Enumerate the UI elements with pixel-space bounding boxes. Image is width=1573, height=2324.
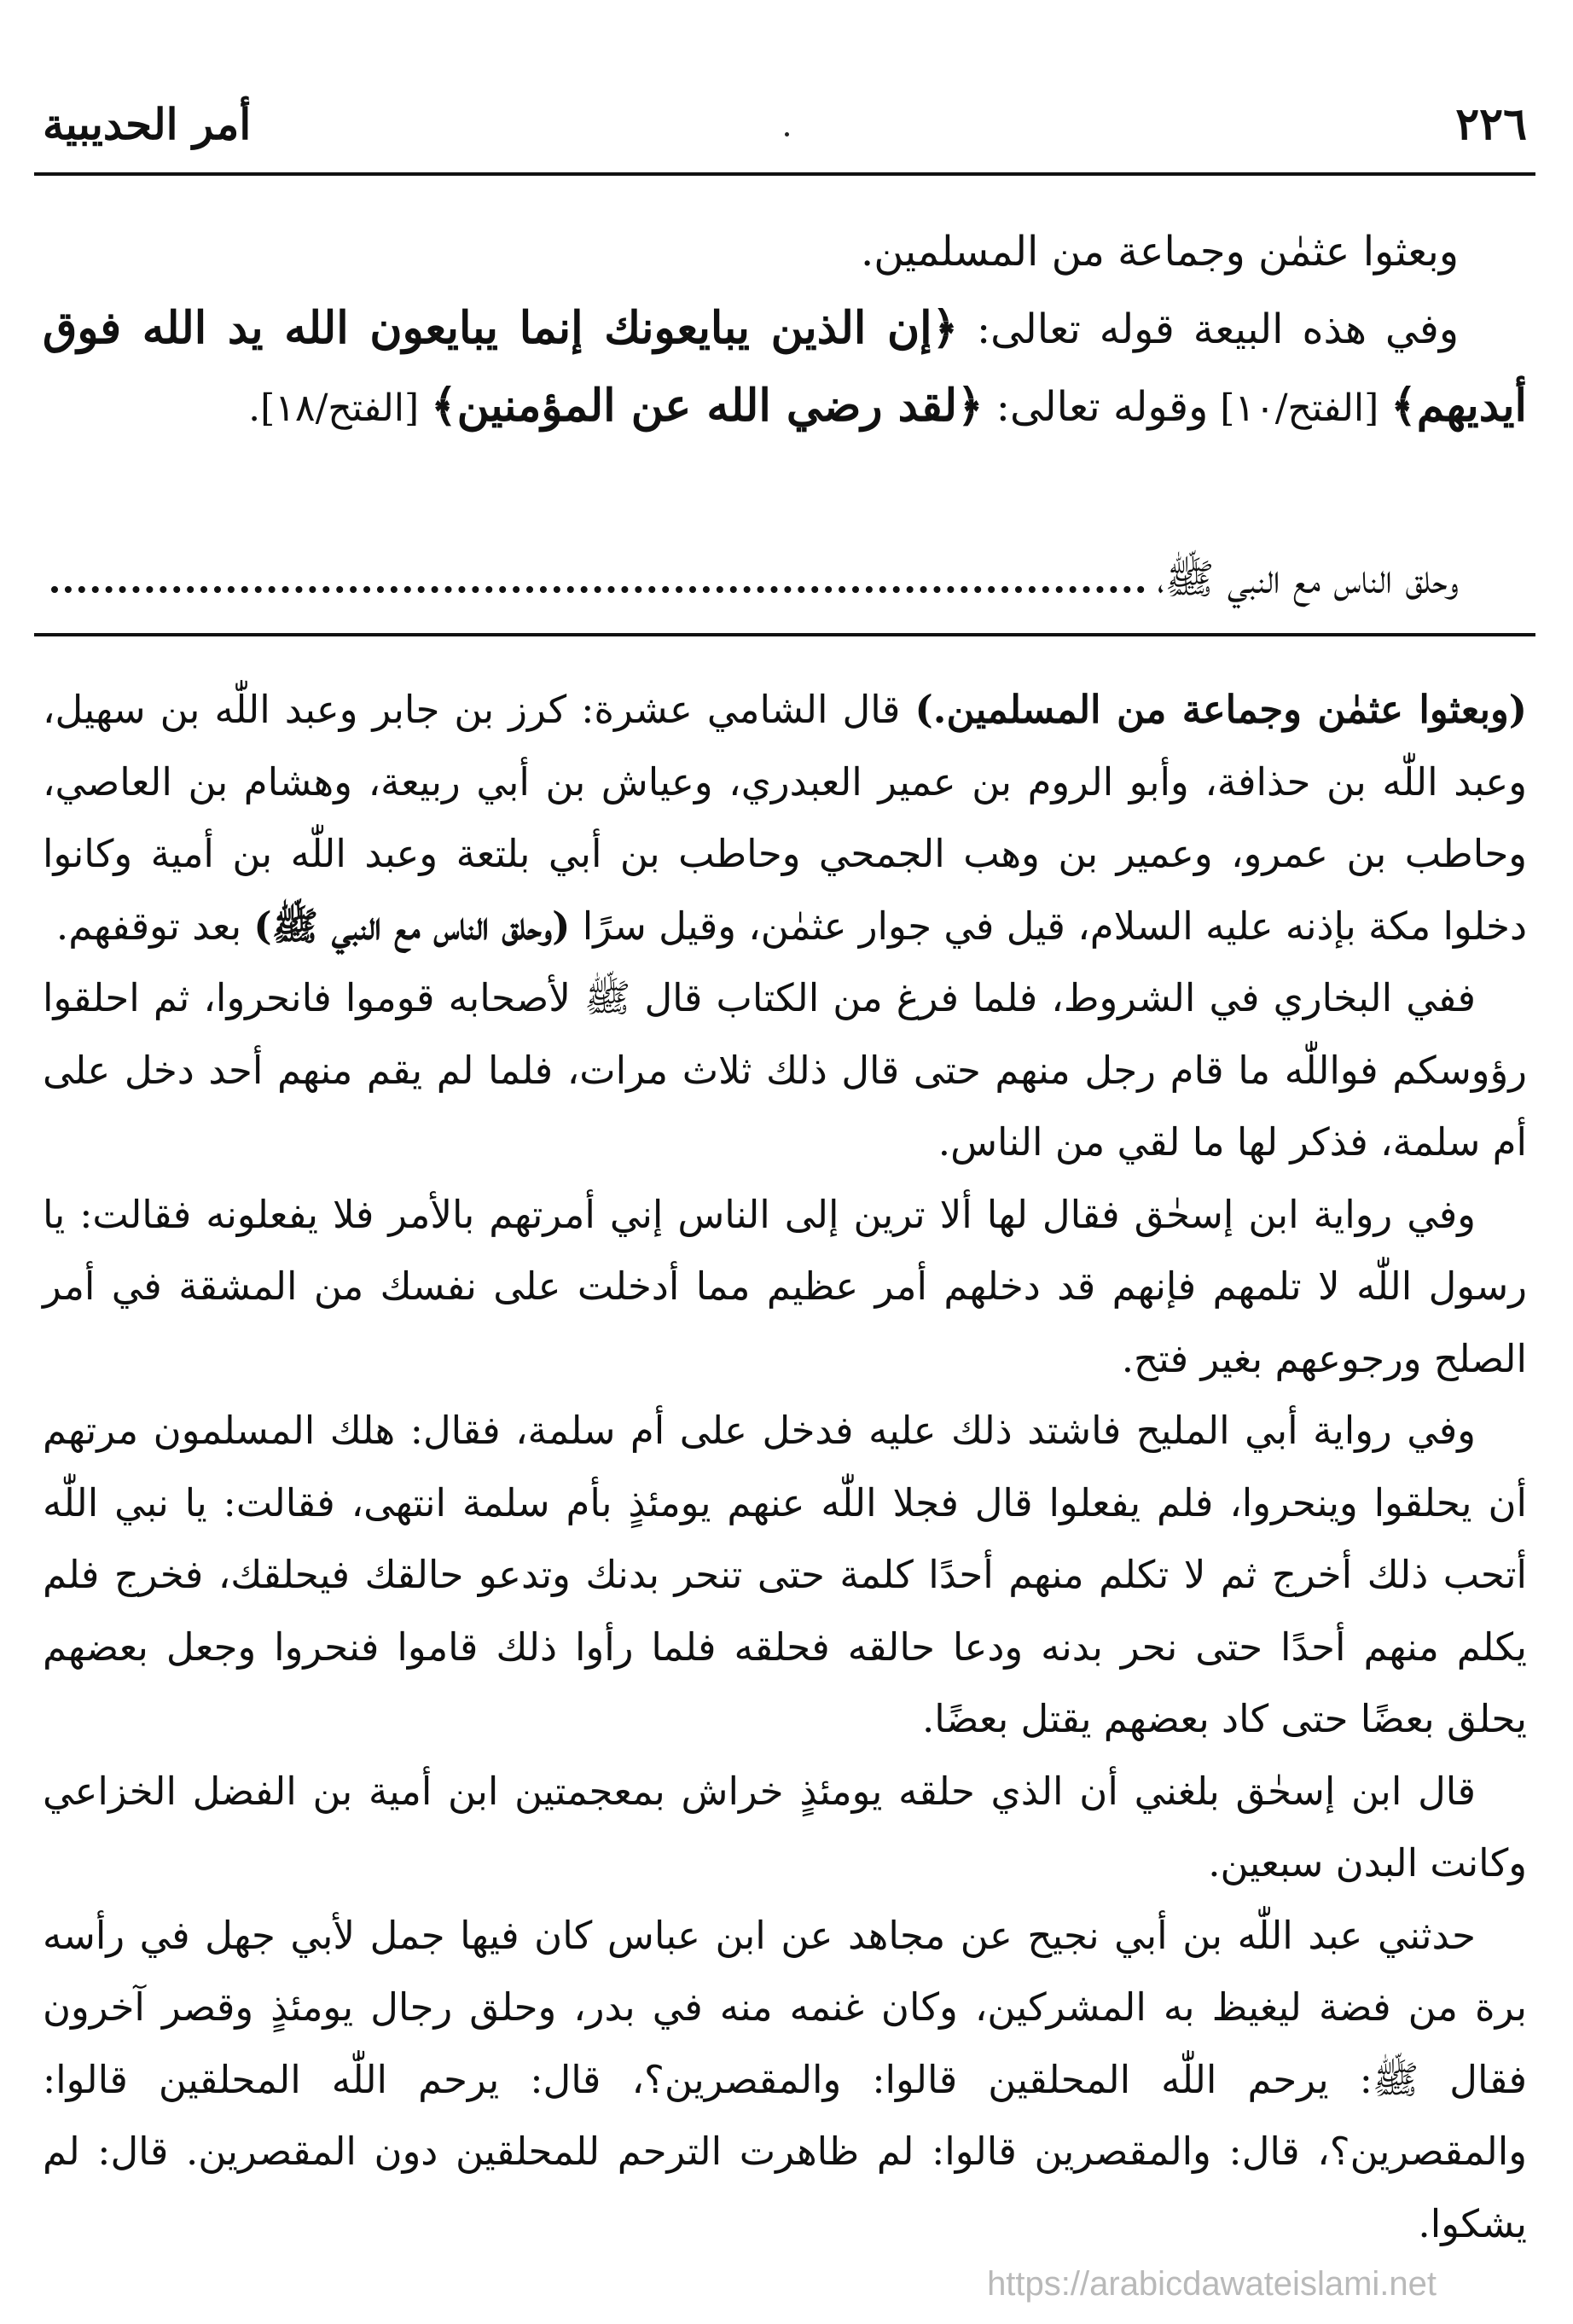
main-paragraph-3 [43,555,1527,613]
header-dot [785,132,789,137]
commentary-text [43,674,1527,2260]
commentary-rule [34,633,1535,636]
commentary-text-2: بعد توقفهم. [55,903,254,949]
main-intro: وفي هذه البيعة قوله تعالى: [958,305,1459,353]
main-mid: وقوله تعالى: [983,383,1209,431]
commentary-paragraph-3: وفي رواية ابن إسحٰق فقال لها ألا ترين إلى الناس إني أمرتهم بالأمر فلا يفعلونه فقالت: يا رسول اللّٰه لا تلمهم فإنهم قد دخلهم أمر عظيم مما أدخلت على نفسك من المشقة في أمر الصلح ورجوعهم بغير فتح. [43,1191,1527,1381]
page-header [34,85,1535,162]
commentary-lemma-1: (وبعثوا عثمٰن وجماعة من المسلمين.) [914,687,1528,732]
main-paragraph-2 [43,290,1527,447]
commentary-lemma-2: (وحلق الناس مع النبي ﷺ) [253,903,571,949]
book-page [34,0,1535,2324]
main-text [43,213,1527,447]
header-rule [34,172,1535,176]
commentary-paragraph-5: قال ابن إسحٰق بلغني أن الذي حلقه يومئذٍ خراش بمعجمتين ابن أمية بن الفضل الخزاعي وكانت البدن سبعين. [43,1768,1527,1885]
main-line-3: وحلق الناس مع النبي ﷺ، [1157,555,1459,603]
commentary-paragraph-4: وفي رواية أبي المليح فاشتد ذلك عليه فدخل على أم سلمة، فقال: هلك المسلمون مرتهم أن يحلقوا وينحروا، فلم يفعلوا قال فجلا اللّٰه عنهم يومئذٍ بأم سلمة انتهى، فقالت: يا نبي اللّٰه أتحب ذلك أخرج ثم لا تكلم منهم أحدًا كلمة حتى تنحر بدنك وتدعو حالقك فيحلقك، فخرج فلم يكلم منهم أحدًا حتى نحر بدنه ودعا حالقه فحلقه فلما رأوا ذلك قاموا فنحروا وجعل بعضهم يحلق بعضًا حتى كاد بعضهم يقتل بعضًا. [43,1408,1527,1741]
commentary-paragraph-2: ففي البخاري في الشروط، فلما فرغ من الكتاب قال ﷺ لأصحابه قوموا فانحروا، ثم احلقوا رؤوسكم فواللّٰه ما قام رجل منهم حتى قال ذلك ثلاث مرات، فلما لم يقم منهم أحد دخل على أم سلمة، فذكر لها ما لقي من الناس. [43,975,1527,1165]
commentary-paragraph-6: حدثني عبد اللّٰه بن أبي نجيح عن مجاهد عن ابن عباس كان فيها جمل لأبي جهل في رأسه برة من فضة ليغيظ به المشركين، وكان غنمه منه في بدر، وحلق رجال يومئذٍ وقصر آخرون فقال ﷺ: يرحم اللّٰه المحلقين قالوا: والمقصرين؟، قال: يرحم اللّٰه المحلقين قالوا: والمقصرين؟، قال: والمقصرين قالوا: لم ظاهرت الترحم للمحلقين دون المقصرين. قال: لم يشكوا. [43,1912,1527,2246]
dotted-continuation [51,586,1145,593]
quran-verse-1: ﴿إن الذين يبايعونك إنما يبايعون الله يد الله فوق أيديهم﴾ [43,302,1527,432]
main-paragraph-1: وبعثوا عثمٰن وجماعة من المسلمين. [860,228,1459,276]
verse-reference-2: [الفتح/١٨]. [248,386,432,430]
running-title: أمر الحديبية [43,98,252,149]
commentary-paragraph-1 [43,674,1527,962]
verse-reference-1: [الفتح/١٠] [1208,386,1391,430]
quran-verse-2: ﴿لقد رضي الله عن المؤمنين﴾ [431,380,984,432]
watermark-url: https://arabicdawateislami.net [987,2265,1437,2303]
commentary-text-1: قال الشامي عشرة: كرز بن جابر وعبد اللّٰه بن سهيل، وعبد اللّٰه بن حذافة، وأبو الروم بن عمير العبدري، وعياش بن أبي ربيعة، وهشام بن العاصي، وحاطب بن عمرو، وعمير بن وهب الجمحي وحاطب بن أبي بلتعة وعبد اللّٰه بن أمية وكانوا دخلوا مكة بإذنه عليه السلام، قيل في جوار عثمٰن، وقيل سرًا [43,687,1527,949]
page-number: ٢٢٦ [1455,97,1527,150]
